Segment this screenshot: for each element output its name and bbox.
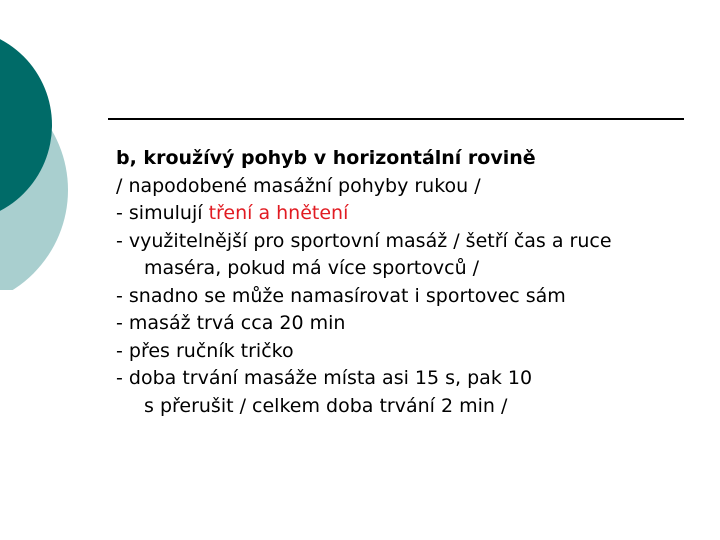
list-item — [116, 338, 696, 366]
slide-subtitle: / napodobené masážní pohyby rukou / — [116, 174, 481, 197]
list-item-text: přes ručník tričko — [128, 339, 294, 362]
list-item-text: masáž trvá cca 20 min — [128, 312, 346, 334]
list-dash: - — [116, 312, 129, 334]
list-item — [116, 310, 696, 338]
slide-body — [116, 145, 696, 420]
list-item-text: využitelnější pro sportovní masáž / šetří čas a ruce — [128, 229, 612, 252]
list-item-text: doba trvání masáže místa asi 15 s, pak 10 — [128, 367, 533, 389]
title-divider — [108, 118, 684, 120]
list-item — [116, 228, 696, 256]
list-item-text: simulují — [128, 202, 209, 224]
list-item-continuation: s přerušit / celkem doba trvání 2 min / — [144, 394, 508, 417]
slide-heading: b, kroužívý pohyb v horizontální rovině — [116, 147, 536, 169]
list-dash: - — [116, 229, 129, 252]
list-item — [116, 283, 696, 311]
highlighted-text: tření a hnětení — [208, 202, 349, 224]
decorative-circles — [0, 0, 80, 290]
list-item — [116, 365, 696, 393]
list-dash: - — [116, 284, 129, 307]
list-dash: - — [116, 202, 129, 224]
list-item — [116, 200, 696, 228]
list-dash: - — [116, 367, 129, 389]
list-item-text: snadno se může namasírovat i sportovec sám — [128, 284, 566, 307]
list-dash: - — [116, 339, 129, 362]
list-item-continuation: maséra, pokud má více sportovců / — [144, 257, 480, 279]
